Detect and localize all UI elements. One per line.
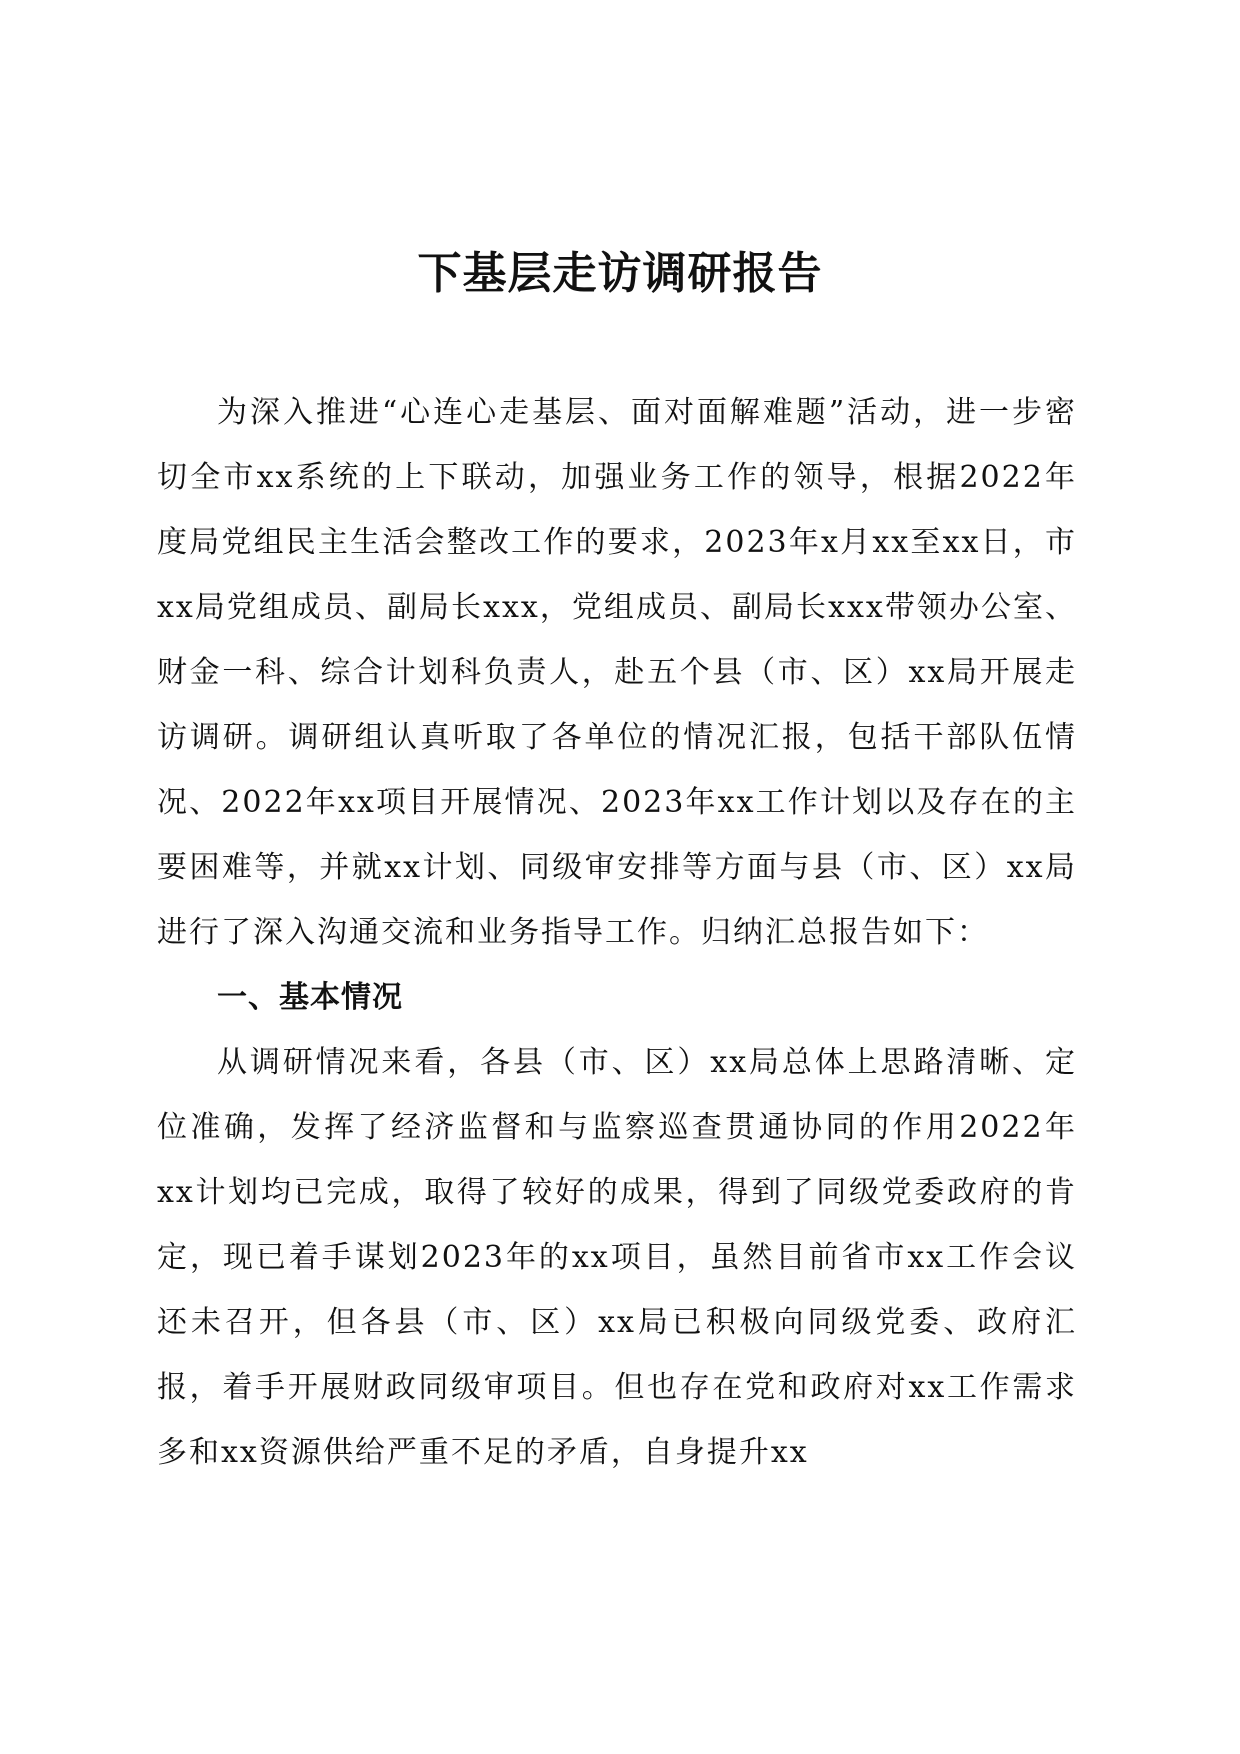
section-heading-basic-situation: 一、基本情况 bbox=[217, 980, 403, 1015]
intro-paragraph: 为深入推进“心连心走基层、面对面解难题”活动，进一步密切全市xx系统的上下联动，加强业务工作的领导，根据2022年度局党组民主生活会整改工作的要求，2023年x月xx至xx日，市xx局党组成员、副局长xxx，党组成员、副局长xxx带领办公室、财金一科、综合计划科负责人，赴五个县（市、区）xx局开展走访调研。调研组认真听取了各单位的情况汇报，包括干部队伍情况、2022年xx项目开展情况、2023年xx工作计划以及存在的主要困难等，并就xx计划、同级审安排等方面与县（市、区）xx局进行了深入沟通交流和业务指导工作。归纳汇总报告如下： bbox=[157, 395, 1077, 950]
document-title: 下基层走访调研报告 bbox=[417, 248, 823, 299]
basic-situation-paragraph: 从调研情况来看，各县（市、区）xx局总体上思路清晰、定位准确，发挥了经济监督和与监察巡查贯通协同的作用2022年xx计划均已完成，取得了较好的成果，得到了同级党委政府的肯定，现已着手谋划2023年的xx项目，虽然目前省市xx工作会议还未召开，但各县（市、区）xx局已积极向同级党委、政府汇报，着手开展财政同级审项目。但也存在党和政府对xx工作需求多和xx资源供给严重不足的矛盾，自身提升xx bbox=[157, 1045, 1077, 1470]
document-body bbox=[157, 380, 1077, 1485]
